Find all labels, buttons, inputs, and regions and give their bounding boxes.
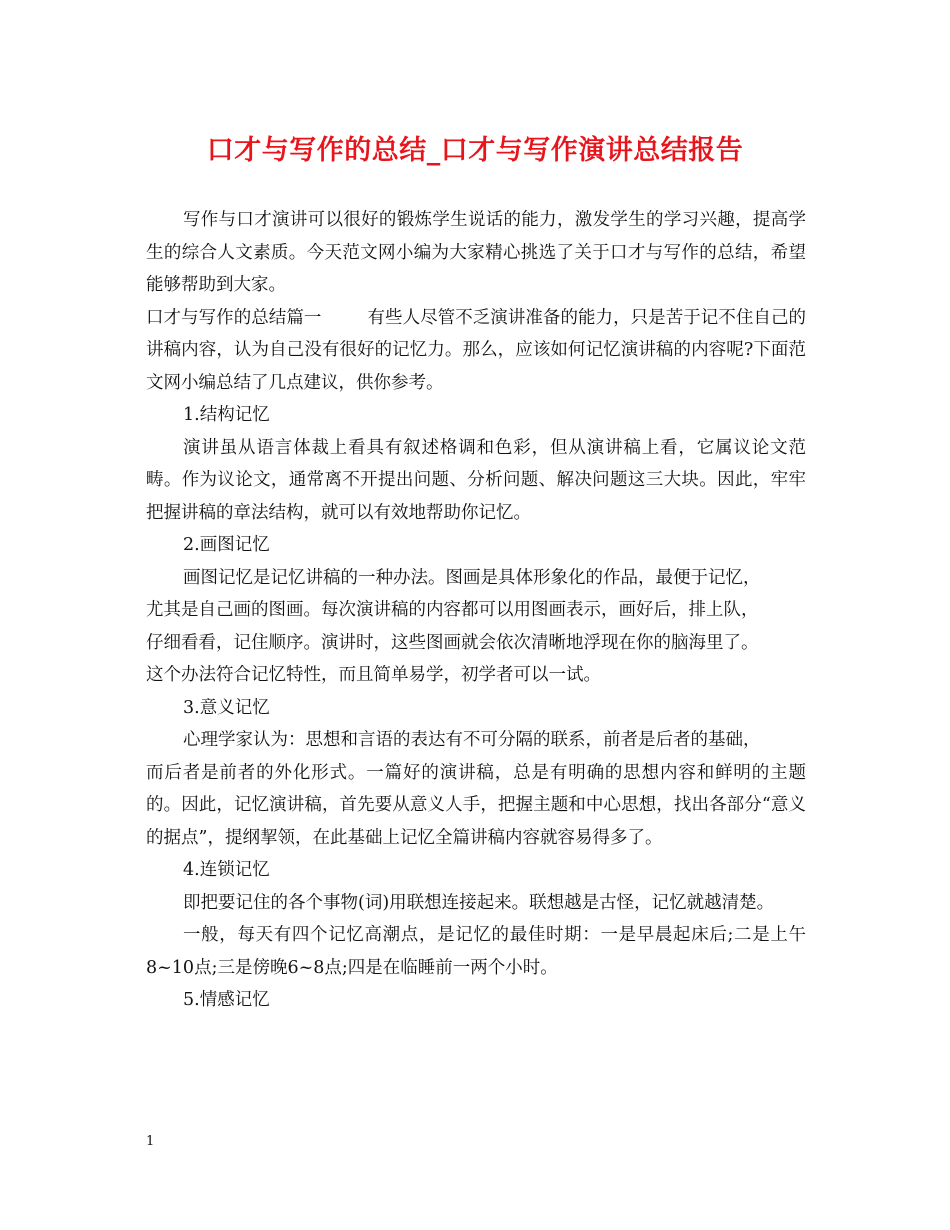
section-one-paragraph [146,302,806,400]
subheading-chain-memory: 4.连锁记忆 [183,860,270,880]
paragraph-meaning-line-1: 心理学家认为：思想和言语的表达有不可分隔的联系，前者是后者的基础， [183,730,761,750]
document-title: 口才与写作的总结_口才与写作演讲总结报告 [206,135,744,166]
paragraph-chain-memory: 即把要记住的各个事物(词)用联想连接起来。联想越是古怪，记忆就越清楚。 [183,892,775,913]
paragraph-drawing-line-4: 这个办法符合记忆特性，而且简单易学，初学者可以一试。 [146,665,601,685]
paragraph-structure-memory: 演讲虽从语言体裁上看具有叙述格调和色彩，但从演讲稿上看，它属议论文范畴。作为议论文，通常离不开提出问题、分析问题、解决问题这三大块。因此，牢牢把握讲稿的章法结构，就可以有效地帮助你记忆。 [146,437,806,523]
subheading-drawing-memory: 2.画图记忆 [183,535,270,555]
document-body [146,204,806,1017]
paragraph-drawing-line-3: 仔细看看，记住顺序。演讲时，这些图画就会依次清晰地浮现在你的脑海里了。 [146,632,759,653]
subheading-emotion-memory: 5.情感记忆 [183,990,270,1010]
paragraph-drawing-line-1: 画图记忆是记忆讲稿的一种办法。图画是具体形象化的作品，最便于记忆， [183,567,761,588]
page-number: 1 [146,1134,155,1149]
subheading-meaning-memory: 3.意义记忆 [183,697,270,718]
subheading-structure-memory: 1.结构记忆 [183,405,270,425]
section-text: 有些人尽管不乏演讲准备的能力，只是苦于记不住自己的讲稿内容，认为自己没有很好的记忆力。那么，应该如何记忆演讲稿的内容呢?下面范文网小编总结了几点建议，供你参考。 [146,307,807,393]
section-heading: 口才与写作的总结篇一 [146,307,322,328]
paragraph-memory-peaks: 一般，每天有四个记忆高潮点，是记忆的最佳时期：一是早晨起床后;二是上午8~10点;三是傍晚6~8点;四是在临睡前一两个小时。 [146,925,806,978]
intro-paragraph: 写作与口才演讲可以很好的锻炼学生说话的能力，激发学生的学习兴趣，提高学生的综合人文素质。今天范文网小编为大家精心挑选了关于口才与写作的总结，希望能够帮助到大家。 [146,210,806,295]
paragraph-meaning-rest: 而后者是前者的外化形式。一篇好的演讲稿，总是有明确的思想内容和鲜明的主题的。因此，记忆演讲稿，首先要从意义人手，把握主题和中心思想，找出各部分“意义的据点”，提纲挈领，在此基础上记忆全篇讲稿内容就容易得多了。 [146,762,806,848]
paragraph-drawing-line-2: 尤其是自己画的图画。每次演讲稿的内容都可以用图画表示，画好后，排上队， [146,600,759,620]
